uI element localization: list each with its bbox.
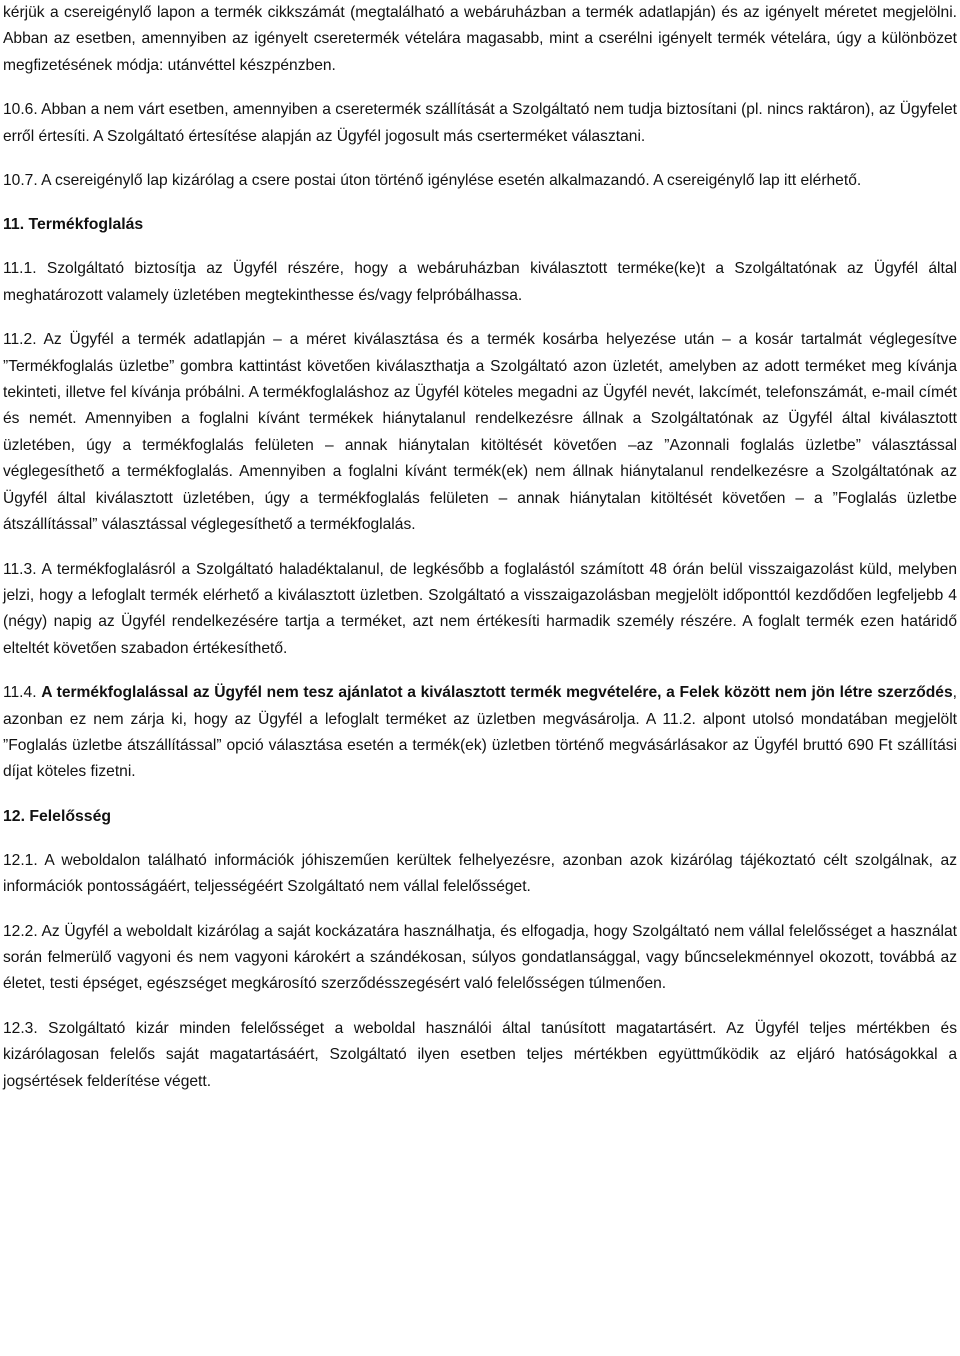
paragraph-11-4-rest: , azonban ez nem zárja ki, hogy az Ügyfél a lefoglalt terméket az üzletben megvásárolja. A 11.2. alpont utolsó mondatában megjelölt ”Foglalás üzletbe átszállítással” opció választása esetén a termék(ek) üzletben történő megvásárlásakor az Ügyfél bruttó 690 Ft szállítási díjat köteles fizetni. bbox=[3, 684, 957, 781]
paragraph-11-2: 11.2. Az Ügyfél a termék adatlapján – a méret kiválasztása és a termék kosárba helyezése után – a kosár tartalmát véglegesítve ”Termékfoglalás üzletbe” gombra kattintást követően kiválaszthatja a Szolgáltató azon üzletét, amelyben az adott terméket meg kívánja tekinteti, illetve fel kívánja próbálni. A termékfoglaláshoz az Ügyfél köteles megadni az Ügyfél nevét, lakcímét, telefonszámát, e-mail címét és nemét. Amennyiben a foglalni kívánt termékek hiánytalanul rendelkezésre állnak a Szolgáltatónak az Ügyfél által kiválasztott üzletében, úgy a termékfoglalás felületen – annak hiánytalan kitöltését követően –az ”Azonnali foglalás üzletbe” választással véglegesíthető a termékfoglalás. Amennyiben a foglalni kívánt termék(ek) nem állnak hiánytalanul rendelkezésre a Szolgáltatónak az Ügyfél által kiválasztott üzletében, úgy a termékfoglalás felületen – annak hiánytalan kitöltését követően – a ”Foglalás üzletbe átszállítással” választással véglegesíthető a termékfoglalás. bbox=[3, 331, 957, 534]
paragraph-11-4-number: 11.4. bbox=[3, 684, 42, 702]
paragraph-10-7: 10.7. A csereigénylő lap kizárólag a csere postai úton történő igénylése esetén alkalmazandó. A csereigénylő lap itt elérhető. bbox=[3, 172, 862, 190]
paragraph-12-1: 12.1. A weboldalon található információk jóhiszeműen kerültek felhelyezésre, azonban azok kizárólag tájékoztató célt szolgálnak, az információk pontosságáért, teljességéért Szolgáltató nem vállal felelősséget. bbox=[3, 851, 957, 896]
paragraph-12-2: 12.2. Az Ügyfél a weboldalt kizárólag a saját kockázatára használhatja, és elfogadja, hogy Szolgáltató nem vállal felelősséget a használat során felmerülő vagyoni és nem vagyoni károkért a szándékosan, súlyos gondatlansággal, vagy bűncselekménnyel okozott, továbbá az életet, testi épséget, egészséget megkárosító szerződésszegésért való felelősségen túlmenően. bbox=[3, 922, 957, 993]
paragraph-intro: kérjük a csereigénylő lapon a termék cikkszámát (megtalálható a webáruházban a termék adatlapján) és az igényelt méretet megjelölni. Abban az esetben, amennyiben az igényelt cseretermék vételára magasabb, mint a cserélni igényelt termék vételára, úgy a különbözet megfizetésének módja: utánvéttel készpénzben. bbox=[3, 4, 957, 74]
paragraph-11-3: 11.3. A termékfoglalásról a Szolgáltató haladéktalanul, de legkésőbb a foglalástól számított 48 órán belül visszaigazolást küld, melyben jelzi, hogy a lefoglalt termék elérhető a kiválasztott üzletben. Szolgáltató a visszaigazolásban megjelölt időponttól kezdődően legfeljebb 4 (négy) napig az Ügyfél rendelkezésére tartja a terméket, azt nem értékesíti harmadik személy részére. A foglalt termék ezen határidő elteltét követően szabadon értékesíthető. bbox=[3, 560, 957, 657]
section-heading-12: 12. Felelősség bbox=[3, 807, 112, 825]
paragraph-10-6: 10.6. Abban a nem várt esetben, amennyiben a cseretermék szállítását a Szolgáltató nem tudja biztosítani (pl. nincs raktáron), az Ügyfelet erről értesíti. A Szolgáltató értesítése alapján az Ügyfél jogosult más cserterméket választani. bbox=[3, 101, 957, 145]
paragraph-11-4 bbox=[3, 680, 957, 786]
section-heading-11: 11. Termékfoglalás bbox=[3, 216, 144, 234]
paragraph-11-1: 11.1. Szolgáltató biztosítja az Ügyfél részére, hogy a webáruházban kiválasztott terméke(ke)t a Szolgáltatónak az Ügyfél által meghatározott valamely üzletében megtekinthesse és/vagy felpróbálhassa. bbox=[3, 260, 957, 304]
paragraph-11-4-bold: A termékfoglalással az Ügyfél nem tesz ajánlatot a kiválasztott termék megvételére, a Felek között nem jön létre szerződés bbox=[41, 684, 953, 702]
paragraph-12-3: 12.3. Szolgáltató kizár minden felelősséget a weboldal használói által tanúsított magatartásért. Az Ügyfél teljes mértékben és kizárólagosan felelős saját magatartásáért, Szolgáltató ilyen esetben teljes mértékben együttműködik az eljáró hatóságokkal a jogsértések felderítése végett. bbox=[3, 1019, 957, 1090]
